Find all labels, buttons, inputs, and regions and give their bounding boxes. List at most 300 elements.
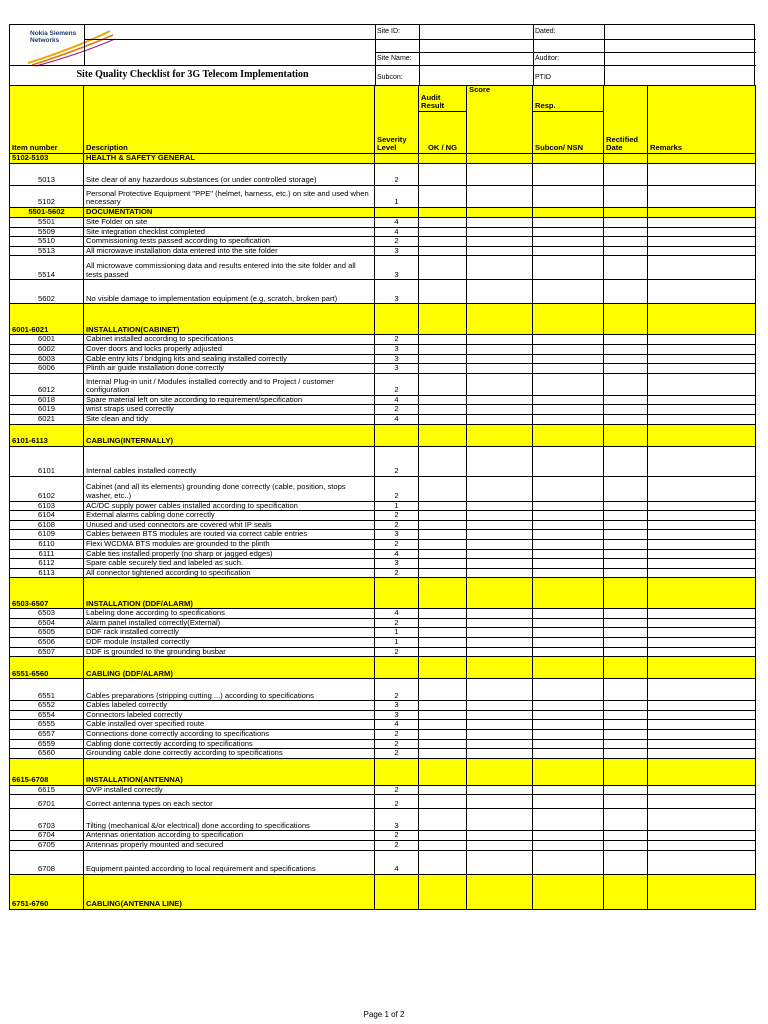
section-code: 6751-6760 xyxy=(10,874,84,909)
remarks-cell[interactable] xyxy=(648,647,756,657)
rectified-date-cell[interactable] xyxy=(604,511,648,521)
item-number: 6104 xyxy=(10,511,84,521)
score-cell[interactable] xyxy=(467,720,533,730)
item-description: Site integration checklist completed xyxy=(84,227,375,237)
resp-cell[interactable] xyxy=(533,701,604,711)
remarks-cell[interactable] xyxy=(648,373,756,395)
section-empty-cell xyxy=(467,758,533,785)
resp-cell[interactable] xyxy=(533,164,604,186)
score-cell[interactable] xyxy=(467,647,533,657)
audit-result-cell[interactable] xyxy=(419,809,467,831)
rectified-date-cell[interactable] xyxy=(604,549,648,559)
rectified-date-cell[interactable] xyxy=(604,186,648,208)
resp-cell[interactable] xyxy=(533,539,604,549)
col-severity-level: Severity Level xyxy=(375,86,419,154)
audit-result-cell[interactable] xyxy=(419,246,467,256)
rectified-date-cell[interactable] xyxy=(604,501,648,511)
rectified-date-cell[interactable] xyxy=(604,730,648,740)
rectified-date-cell[interactable] xyxy=(604,237,648,247)
remarks-cell[interactable] xyxy=(648,609,756,619)
audit-result-cell[interactable] xyxy=(419,218,467,228)
score-cell[interactable] xyxy=(467,335,533,345)
item-number: 6555 xyxy=(10,720,84,730)
item-severity: 3 xyxy=(375,710,419,720)
rectified-date-cell[interactable] xyxy=(604,256,648,280)
rectified-date-cell[interactable] xyxy=(604,364,648,374)
audit-result-cell[interactable] xyxy=(419,227,467,237)
item-number: 5510 xyxy=(10,237,84,247)
item-severity: 2 xyxy=(375,446,419,476)
audit-result-cell[interactable] xyxy=(419,186,467,208)
score-cell[interactable] xyxy=(467,227,533,237)
audit-result-cell[interactable] xyxy=(419,354,467,364)
audit-result-cell[interactable] xyxy=(419,476,467,501)
remarks-cell[interactable] xyxy=(648,476,756,501)
resp-cell[interactable] xyxy=(533,237,604,247)
audit-result-cell[interactable] xyxy=(419,795,467,809)
resp-cell[interactable] xyxy=(533,720,604,730)
item-number: 6111 xyxy=(10,549,84,559)
resp-cell[interactable] xyxy=(533,710,604,720)
item-number: 6101 xyxy=(10,446,84,476)
remarks-cell[interactable] xyxy=(648,785,756,795)
checklist-item-row xyxy=(10,679,756,701)
remarks-cell[interactable] xyxy=(648,701,756,711)
item-severity: 2 xyxy=(375,749,419,759)
item-severity: 4 xyxy=(375,549,419,559)
item-severity: 2 xyxy=(375,679,419,701)
remarks-cell[interactable] xyxy=(648,335,756,345)
item-description: Tilting (mechanical &/or electrical) done according to specifications xyxy=(84,809,375,831)
item-number: 6012 xyxy=(10,373,84,395)
item-severity: 3 xyxy=(375,530,419,540)
score-cell[interactable] xyxy=(467,730,533,740)
score-cell[interactable] xyxy=(467,618,533,628)
resp-cell[interactable] xyxy=(533,831,604,841)
audit-result-cell[interactable] xyxy=(419,511,467,521)
remarks-cell[interactable] xyxy=(648,710,756,720)
resp-cell[interactable] xyxy=(533,373,604,395)
rectified-date-cell[interactable] xyxy=(604,831,648,841)
audit-result-cell[interactable] xyxy=(419,739,467,749)
audit-result-cell[interactable] xyxy=(419,609,467,619)
rectified-date-cell[interactable] xyxy=(604,559,648,569)
section-empty-cell xyxy=(533,657,604,679)
audit-result-cell[interactable] xyxy=(419,628,467,638)
rectified-date-cell[interactable] xyxy=(604,701,648,711)
rectified-date-cell[interactable] xyxy=(604,638,648,648)
rectified-date-cell[interactable] xyxy=(604,414,648,424)
checklist-item-row xyxy=(10,520,756,530)
item-description: Cover doors and locks properly adjusted xyxy=(84,344,375,354)
score-cell[interactable] xyxy=(467,520,533,530)
audit-result-cell[interactable] xyxy=(419,414,467,424)
resp-cell[interactable] xyxy=(533,549,604,559)
rectified-date-cell[interactable] xyxy=(604,530,648,540)
item-description: External alarms cabling done correctly xyxy=(84,511,375,521)
score-cell[interactable] xyxy=(467,476,533,501)
remarks-cell[interactable] xyxy=(648,364,756,374)
audit-result-cell[interactable] xyxy=(419,841,467,851)
score-cell[interactable] xyxy=(467,446,533,476)
rectified-date-cell[interactable] xyxy=(604,354,648,364)
remarks-cell[interactable] xyxy=(648,831,756,841)
rectified-date-cell[interactable] xyxy=(604,539,648,549)
score-cell[interactable] xyxy=(467,186,533,208)
resp-cell[interactable] xyxy=(533,841,604,851)
item-description: Plinth air guide installation done correctly xyxy=(84,364,375,374)
checklist-item-row xyxy=(10,414,756,424)
resp-cell[interactable] xyxy=(533,638,604,648)
remarks-cell[interactable] xyxy=(648,730,756,740)
rectified-date-cell[interactable] xyxy=(604,373,648,395)
audit-result-cell[interactable] xyxy=(419,373,467,395)
section-empty-cell xyxy=(533,154,604,164)
remarks-cell[interactable] xyxy=(648,638,756,648)
item-description: Cabinet installed according to specifications xyxy=(84,335,375,345)
rectified-date-cell[interactable] xyxy=(604,344,648,354)
score-cell[interactable] xyxy=(467,405,533,415)
resp-cell[interactable] xyxy=(533,414,604,424)
rectified-date-cell[interactable] xyxy=(604,568,648,578)
section-empty-cell xyxy=(419,874,467,909)
resp-cell[interactable] xyxy=(533,520,604,530)
audit-result-cell[interactable] xyxy=(419,749,467,759)
resp-cell[interactable] xyxy=(533,476,604,501)
item-number: 5602 xyxy=(10,280,84,304)
score-cell[interactable] xyxy=(467,701,533,711)
remarks-cell[interactable] xyxy=(648,501,756,511)
section-row xyxy=(10,758,756,785)
audit-result-cell[interactable] xyxy=(419,568,467,578)
section-empty-cell xyxy=(648,578,756,609)
resp-cell[interactable] xyxy=(533,256,604,280)
checklist-item-row xyxy=(10,809,756,831)
resp-cell[interactable] xyxy=(533,246,604,256)
score-cell[interactable] xyxy=(467,530,533,540)
column-header-row xyxy=(10,86,756,112)
item-number: 6560 xyxy=(10,749,84,759)
resp-cell[interactable] xyxy=(533,227,604,237)
score-cell[interactable] xyxy=(467,628,533,638)
audit-result-cell[interactable] xyxy=(419,785,467,795)
section-empty-cell xyxy=(533,424,604,446)
audit-result-cell[interactable] xyxy=(419,530,467,540)
checklist-item-row xyxy=(10,164,756,186)
rectified-date-cell[interactable] xyxy=(604,218,648,228)
audit-result-cell[interactable] xyxy=(419,335,467,345)
remarks-cell[interactable] xyxy=(648,246,756,256)
audit-result-cell[interactable] xyxy=(419,647,467,657)
section-empty-cell xyxy=(375,758,419,785)
score-cell[interactable] xyxy=(467,539,533,549)
checklist-header xyxy=(9,24,755,85)
section-code: 6503-6507 xyxy=(10,578,84,609)
resp-cell[interactable] xyxy=(533,559,604,569)
section-empty-cell xyxy=(375,578,419,609)
score-cell[interactable] xyxy=(467,831,533,841)
remarks-cell[interactable] xyxy=(648,405,756,415)
score-cell[interactable] xyxy=(467,710,533,720)
audit-result-cell[interactable] xyxy=(419,395,467,405)
audit-result-cell[interactable] xyxy=(419,701,467,711)
remarks-cell[interactable] xyxy=(648,539,756,549)
rectified-date-cell[interactable] xyxy=(604,164,648,186)
checklist-item-row xyxy=(10,218,756,228)
item-severity: 3 xyxy=(375,344,419,354)
remarks-cell[interactable] xyxy=(648,344,756,354)
rectified-date-cell[interactable] xyxy=(604,618,648,628)
score-cell[interactable] xyxy=(467,344,533,354)
audit-result-cell[interactable] xyxy=(419,549,467,559)
resp-cell[interactable] xyxy=(533,280,604,304)
score-cell[interactable] xyxy=(467,568,533,578)
audit-result-cell[interactable] xyxy=(419,710,467,720)
audit-result-cell[interactable] xyxy=(419,364,467,374)
rectified-date-cell[interactable] xyxy=(604,785,648,795)
audit-result-cell[interactable] xyxy=(419,831,467,841)
checklist-item-row xyxy=(10,256,756,280)
score-cell[interactable] xyxy=(467,364,533,374)
audit-result-cell[interactable] xyxy=(419,559,467,569)
remarks-cell[interactable] xyxy=(648,739,756,749)
section-empty-cell xyxy=(419,304,467,335)
audit-result-cell[interactable] xyxy=(419,405,467,415)
remarks-cell[interactable] xyxy=(648,809,756,831)
resp-cell[interactable] xyxy=(533,618,604,628)
checklist-item-row xyxy=(10,549,756,559)
checklist-table xyxy=(9,85,756,910)
page-footer: Page 1 of 2 xyxy=(363,1010,405,1019)
item-severity: 1 xyxy=(375,638,419,648)
rectified-date-cell[interactable] xyxy=(604,850,648,874)
rectified-date-cell[interactable] xyxy=(604,795,648,809)
audit-result-cell[interactable] xyxy=(419,344,467,354)
audit-result-cell[interactable] xyxy=(419,520,467,530)
section-empty-cell xyxy=(467,578,533,609)
section-title: DOCUMENTATION xyxy=(84,208,375,218)
audit-result-cell[interactable] xyxy=(419,618,467,628)
item-number: 5013 xyxy=(10,164,84,186)
checklist-item-row xyxy=(10,720,756,730)
audit-result-cell[interactable] xyxy=(419,164,467,186)
audit-result-cell[interactable] xyxy=(419,730,467,740)
remarks-cell[interactable] xyxy=(648,186,756,208)
section-empty-cell xyxy=(375,208,419,218)
item-number: 5509 xyxy=(10,227,84,237)
score-cell[interactable] xyxy=(467,501,533,511)
resp-cell[interactable] xyxy=(533,186,604,208)
score-cell[interactable] xyxy=(467,237,533,247)
resp-cell[interactable] xyxy=(533,647,604,657)
remarks-cell[interactable] xyxy=(648,227,756,237)
rectified-date-cell[interactable] xyxy=(604,476,648,501)
score-cell[interactable] xyxy=(467,841,533,851)
rectified-date-cell[interactable] xyxy=(604,246,648,256)
resp-cell[interactable] xyxy=(533,609,604,619)
resp-cell[interactable] xyxy=(533,730,604,740)
section-row xyxy=(10,208,756,218)
remarks-cell[interactable] xyxy=(648,520,756,530)
rectified-date-cell[interactable] xyxy=(604,609,648,619)
score-cell[interactable] xyxy=(467,218,533,228)
remarks-cell[interactable] xyxy=(648,280,756,304)
resp-cell[interactable] xyxy=(533,344,604,354)
resp-cell[interactable] xyxy=(533,850,604,874)
section-row xyxy=(10,154,756,164)
score-cell[interactable] xyxy=(467,373,533,395)
remarks-cell[interactable] xyxy=(648,568,756,578)
item-description: DDF module installed correctly xyxy=(84,638,375,648)
remarks-cell[interactable] xyxy=(648,559,756,569)
remarks-cell[interactable] xyxy=(648,511,756,521)
remarks-cell[interactable] xyxy=(648,679,756,701)
remarks-cell[interactable] xyxy=(648,628,756,638)
audit-result-cell[interactable] xyxy=(419,679,467,701)
rectified-date-cell[interactable] xyxy=(604,227,648,237)
resp-cell[interactable] xyxy=(533,405,604,415)
checklist-rows xyxy=(10,154,756,910)
score-cell[interactable] xyxy=(467,785,533,795)
score-cell[interactable] xyxy=(467,638,533,648)
item-description: Spare cable securely tied and labeled as such. xyxy=(84,559,375,569)
score-cell[interactable] xyxy=(467,739,533,749)
resp-cell[interactable] xyxy=(533,795,604,809)
resp-cell[interactable] xyxy=(533,749,604,759)
item-number: 6554 xyxy=(10,710,84,720)
resp-cell[interactable] xyxy=(533,218,604,228)
remarks-cell[interactable] xyxy=(648,749,756,759)
checklist-item-row xyxy=(10,227,756,237)
item-description: Cable entry kits / bridging kits and sealing installed correctly xyxy=(84,354,375,364)
score-cell[interactable] xyxy=(467,549,533,559)
remarks-cell[interactable] xyxy=(648,618,756,628)
score-cell[interactable] xyxy=(467,609,533,619)
audit-result-cell[interactable] xyxy=(419,720,467,730)
remarks-cell[interactable] xyxy=(648,795,756,809)
resp-cell[interactable] xyxy=(533,354,604,364)
section-code: 6101-6113 xyxy=(10,424,84,446)
remarks-cell[interactable] xyxy=(648,164,756,186)
remarks-cell[interactable] xyxy=(648,218,756,228)
rectified-date-cell[interactable] xyxy=(604,280,648,304)
col-remarks: Remarks xyxy=(648,86,756,154)
item-number: 6112 xyxy=(10,559,84,569)
resp-cell[interactable] xyxy=(533,501,604,511)
audit-result-cell[interactable] xyxy=(419,539,467,549)
score-cell[interactable] xyxy=(467,354,533,364)
score-cell[interactable] xyxy=(467,559,533,569)
header-divider xyxy=(10,65,756,66)
remarks-cell[interactable] xyxy=(648,414,756,424)
remarks-cell[interactable] xyxy=(648,720,756,730)
remarks-cell[interactable] xyxy=(648,237,756,247)
rectified-date-cell[interactable] xyxy=(604,628,648,638)
rectified-date-cell[interactable] xyxy=(604,647,648,657)
score-cell[interactable] xyxy=(467,395,533,405)
rectified-date-cell[interactable] xyxy=(604,841,648,851)
rectified-date-cell[interactable] xyxy=(604,395,648,405)
audit-result-cell[interactable] xyxy=(419,501,467,511)
col-item-number: Item number xyxy=(10,86,84,154)
resp-cell[interactable] xyxy=(533,568,604,578)
resp-cell[interactable] xyxy=(533,739,604,749)
checklist-item-row xyxy=(10,246,756,256)
item-number: 6505 xyxy=(10,628,84,638)
resp-cell[interactable] xyxy=(533,335,604,345)
audit-result-cell[interactable] xyxy=(419,280,467,304)
resp-cell[interactable] xyxy=(533,530,604,540)
audit-result-cell[interactable] xyxy=(419,256,467,280)
rectified-date-cell[interactable] xyxy=(604,679,648,701)
remarks-cell[interactable] xyxy=(648,354,756,364)
score-cell[interactable] xyxy=(467,246,533,256)
rectified-date-cell[interactable] xyxy=(604,739,648,749)
resp-cell[interactable] xyxy=(533,511,604,521)
rectified-date-cell[interactable] xyxy=(604,405,648,415)
item-number: 5501 xyxy=(10,218,84,228)
rectified-date-cell[interactable] xyxy=(604,809,648,831)
section-row xyxy=(10,304,756,335)
score-cell[interactable] xyxy=(467,850,533,874)
resp-cell[interactable] xyxy=(533,809,604,831)
remarks-cell[interactable] xyxy=(648,549,756,559)
section-row xyxy=(10,424,756,446)
rectified-date-cell[interactable] xyxy=(604,446,648,476)
remarks-cell[interactable] xyxy=(648,841,756,851)
score-cell[interactable] xyxy=(467,256,533,280)
audit-result-cell[interactable] xyxy=(419,850,467,874)
item-severity: 2 xyxy=(375,539,419,549)
score-cell[interactable] xyxy=(467,280,533,304)
section-empty-cell xyxy=(604,154,648,164)
rectified-date-cell[interactable] xyxy=(604,335,648,345)
score-cell[interactable] xyxy=(467,795,533,809)
score-cell[interactable] xyxy=(467,749,533,759)
score-cell[interactable] xyxy=(467,679,533,701)
item-severity: 4 xyxy=(375,227,419,237)
remarks-cell[interactable] xyxy=(648,446,756,476)
resp-cell[interactable] xyxy=(533,395,604,405)
score-cell[interactable] xyxy=(467,511,533,521)
remarks-cell[interactable] xyxy=(648,850,756,874)
remarks-cell[interactable] xyxy=(648,530,756,540)
section-empty-cell xyxy=(533,304,604,335)
rectified-date-cell[interactable] xyxy=(604,710,648,720)
remarks-cell[interactable] xyxy=(648,395,756,405)
score-cell[interactable] xyxy=(467,414,533,424)
resp-cell[interactable] xyxy=(533,628,604,638)
rectified-date-cell[interactable] xyxy=(604,520,648,530)
audit-result-cell[interactable] xyxy=(419,237,467,247)
remarks-cell[interactable] xyxy=(648,256,756,280)
resp-cell[interactable] xyxy=(533,446,604,476)
audit-result-cell[interactable] xyxy=(419,638,467,648)
section-empty-cell xyxy=(419,424,467,446)
rectified-date-cell[interactable] xyxy=(604,749,648,759)
audit-result-cell[interactable] xyxy=(419,446,467,476)
section-row xyxy=(10,657,756,679)
resp-cell[interactable] xyxy=(533,785,604,795)
item-number: 6006 xyxy=(10,364,84,374)
score-cell[interactable] xyxy=(467,809,533,831)
subcon-label: Subcon: xyxy=(377,74,403,81)
rectified-date-cell[interactable] xyxy=(604,720,648,730)
item-number: 6507 xyxy=(10,647,84,657)
score-cell[interactable] xyxy=(467,164,533,186)
resp-cell[interactable] xyxy=(533,679,604,701)
resp-cell[interactable] xyxy=(533,364,604,374)
